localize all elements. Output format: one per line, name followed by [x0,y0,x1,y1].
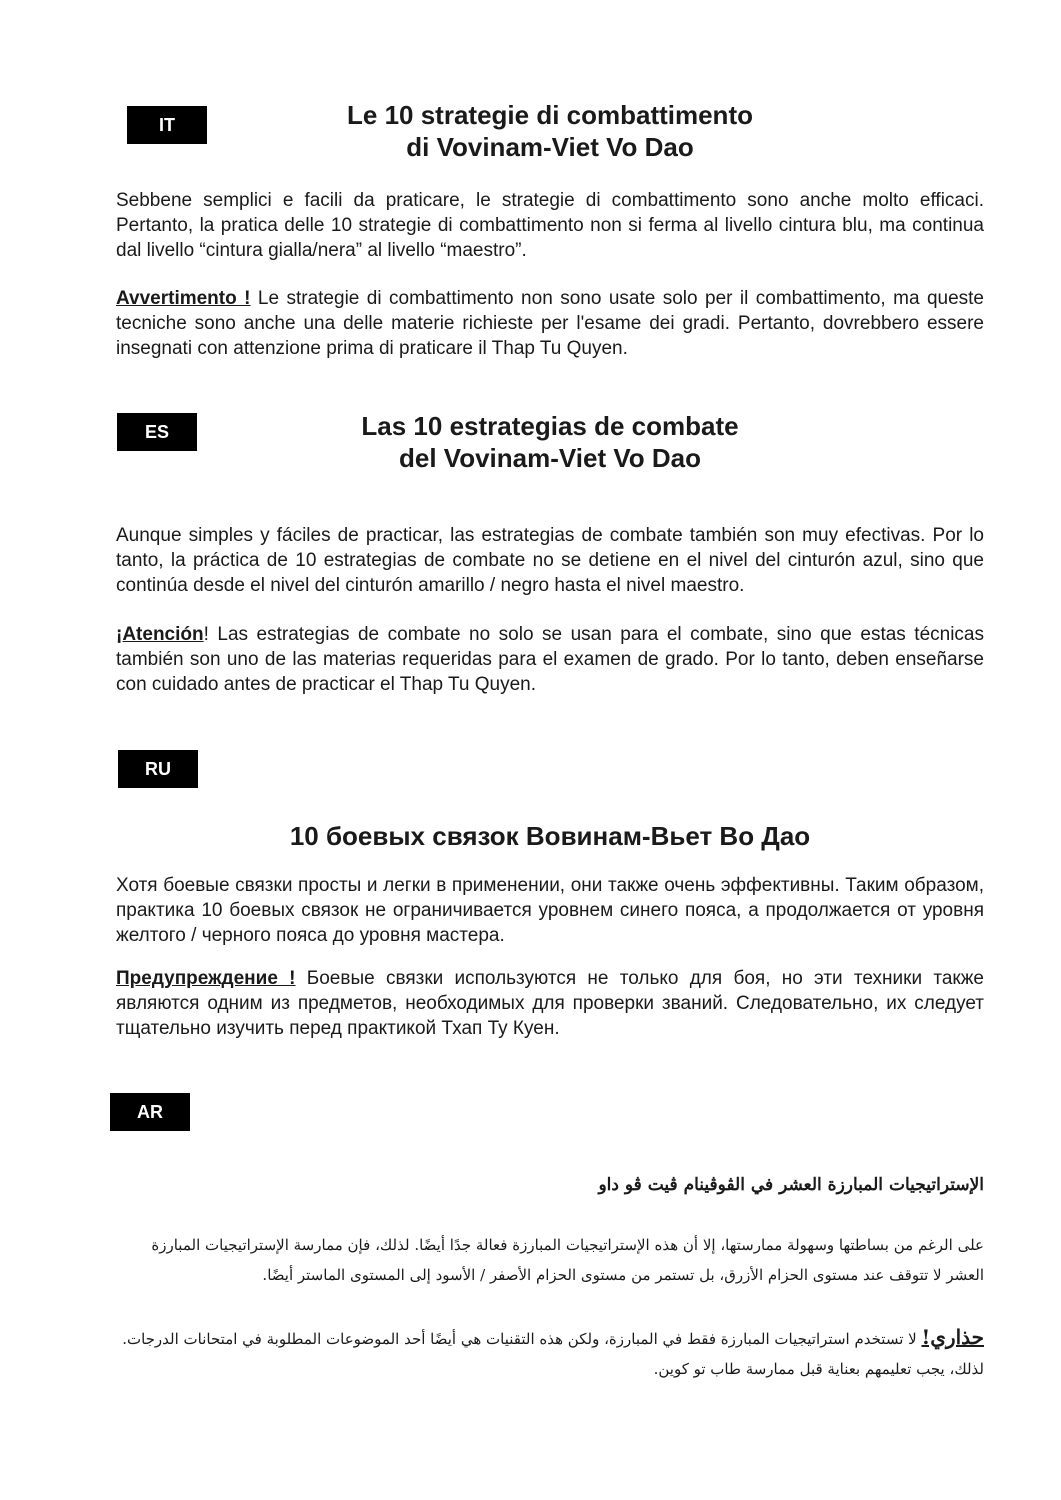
section-title-ar: الإستراتيجيات المبارزة العشر في الڤوڤينام ڤيت ڤو داو [598,1175,984,1195]
warning-text: ! Las estrategias de combate no solo se usan para el combate, sino que estas técnicas también son uno de las materias requeridas para el examen de grado. Por lo tanto, deben enseñarse con cuidado antes de practicar el Thap Tu Quyen. [116,624,984,695]
body-paragraph-ru: Хотя боевые связки просты и легки в применении, они также очень эффективны. Таким образом, практика 10 боевых связок не ограничивается уровнем синего пояса, а продолжается от уровня желтого / черного пояса до уровня мастера. [116,875,984,946]
warning-paragraph-ar [116,1322,984,1384]
title-line-1: Le 10 strategie di combattimento [347,100,753,130]
body-paragraph-ar: على الرغم من بساطتها وسهولة ممارستها، إلا أن هذه الإستراتيجيات المبارزة فعالة جدًا أيضًا. لذلك، فإن ممارسة الإستراتيجيات المبارزة العشر لا تتوقف عند مستوى الحزام الأزرق، بل تستمر من مستوى الحزام الأصفر / الأسود إلى المستوى الماستر أيضًا. [151,1236,984,1284]
section-title-es [116,410,984,474]
language-tag-it: IT [127,106,207,144]
warning-text: لا تستخدم استراتيجيات المبارزة فقط في المبارزة، ولكن هذه التقنيات هي أيضًا أحد الموضوعات المطلوبة في امتحانات الدرجات. لذلك، يجب تعليمهم بعناية قبل ممارسة طاب تو كوين. [122,1330,984,1378]
warning-label: Avvertimento ! [116,288,251,309]
section-title-ru: 10 боевых связок Вовинам-Вьет Во Дао [289,821,811,851]
title-line-2: del Vovinam-Viet Vo Dao [399,443,701,473]
language-tag-es: ES [117,413,197,451]
section-title-it [116,99,984,163]
title-line-1: Las 10 estrategias de combate [361,411,739,441]
warning-text: Боевые связки используются не только для боя, но эти техники также являются одним из предметов, необходимых для проверки званий. Следовательно, их следует тщательно изучить перед практикой Тхап Ту Куен. [116,968,984,1039]
warning-paragraph-ru [116,966,984,1041]
warning-label: Предупреждение ! [116,968,296,989]
warning-label: حذاري! [921,1325,984,1349]
warning-label: ¡Atención [116,624,204,645]
warning-paragraph-es [116,622,984,697]
body-paragraph-es: Aunque simples y fáciles de practicar, las estrategias de combate también son muy efectivas. Por lo tanto, la práctica de 10 estrategias de combate no se detiene en el nivel del cinturón azul, sino que continúa desde el nivel del cinturón amarillo / negro hasta el nivel maestro. [116,525,984,596]
language-tag-ar: AR [110,1093,190,1131]
warning-paragraph-it [116,286,984,361]
warning-text: Le strategie di combattimento non sono usate solo per il combattimento, ma queste tecniche sono anche una delle materie richieste per l'esame dei gradi. Pertanto, dovrebbero essere insegnati con attenzione prima di praticare il Thap Tu Quyen. [116,288,984,359]
language-tag-ru: RU [118,750,198,788]
body-paragraph-it: Sebbene semplici e facili da praticare, le strategie di combattimento sono anche molto efficaci. Pertanto, la pratica delle 10 strategie di combattimento non si ferma al livello cintura blu, ma continua dal livello “cintura gialla/nera” al livello “maestro”. [116,190,984,261]
title-line-2: di Vovinam-Viet Vo Dao [406,132,694,162]
